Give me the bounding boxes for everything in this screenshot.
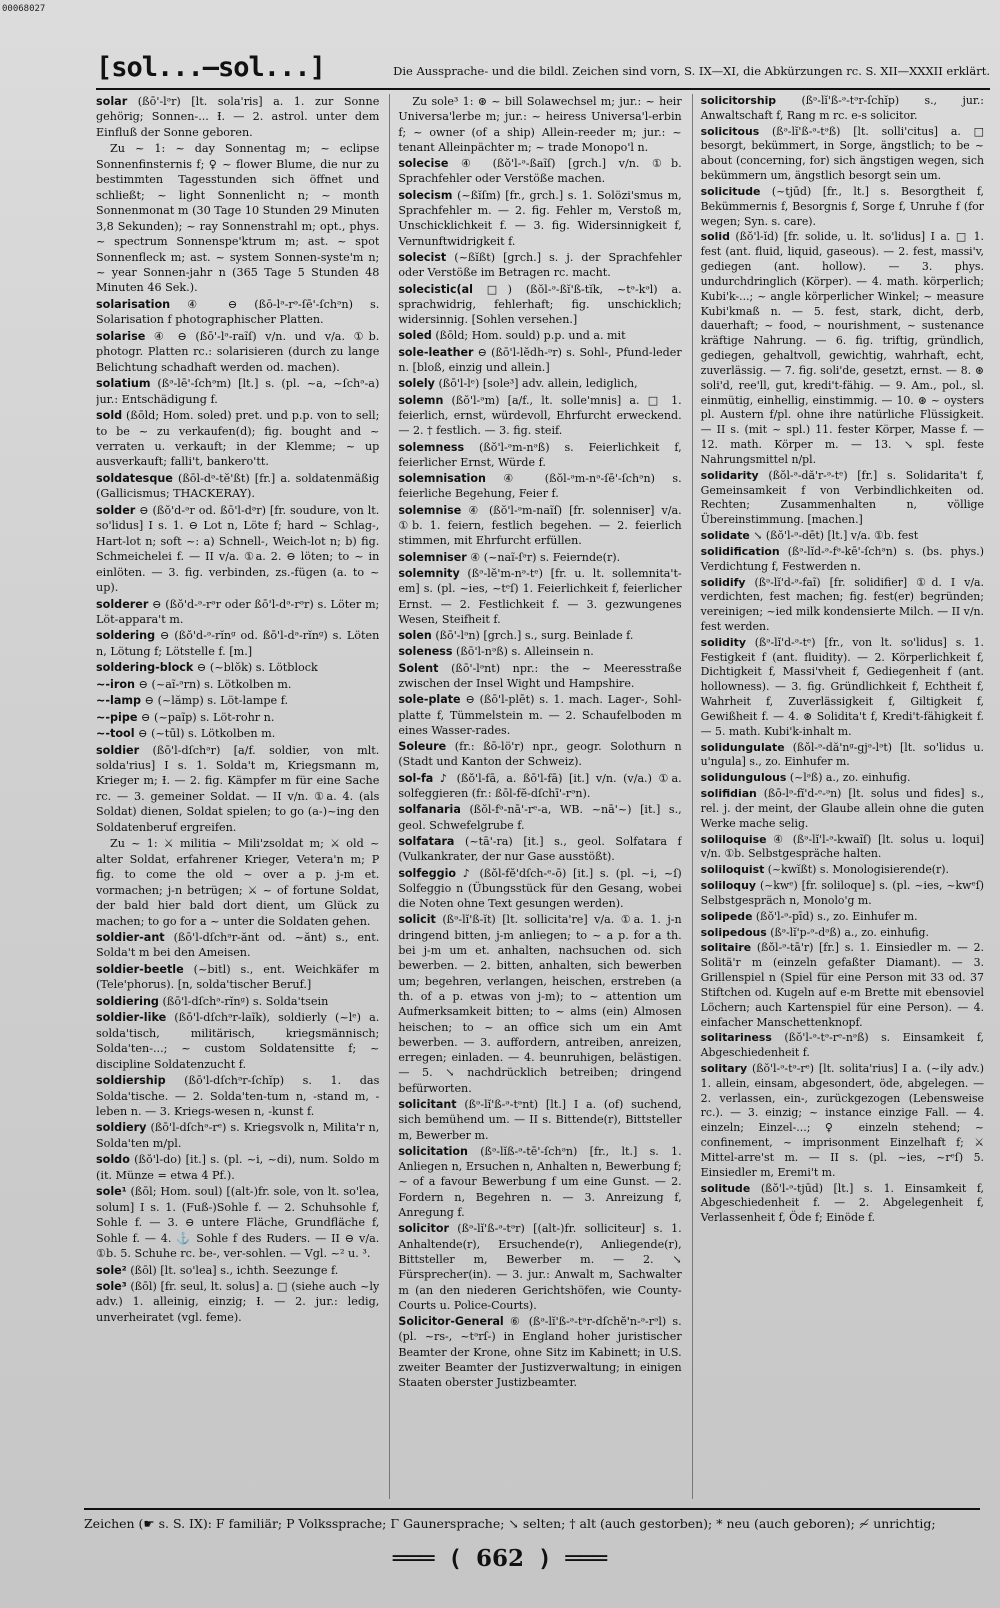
entry-headword: solatium <box>96 377 151 391</box>
entry-headword: soldier-beetle <box>96 962 184 976</box>
entry-headword: sole-plate <box>398 693 461 707</box>
dictionary-entry <box>701 185 984 229</box>
dictionary-entry <box>701 787 984 831</box>
entry-definition: (~tā'-ra) [it.] s., geol. Solfatara f (Vulkankrater, der nur Gase ausstößt). <box>398 834 682 864</box>
dictionary-entry <box>398 771 681 802</box>
entry-definition: (ßŏl-ᵊ-dă'nᵍ-gjᵊ-lᵊt) [lt. so'lidus u. u'ngula] s., zo. Einhufer m. <box>700 740 984 769</box>
entry-definition: Zu ~ 1: ~ day Sonnentag m; ~ eclipse Sonnenfinsternis f; ♀ ~ flower Blume, die nur zu bestimmten Tagesstunden sich öffnet und schließt; ~ light Sonnenlicht n; ~ month Sonnenmonat m (30 Tage 10 Stunden 29 Minuten 3,8 Sekunden); ~ ray Sonnenstrahl m; opt., phys. ~ spectrum Sonnenspe'ktrum m; ast. ~ spot Sonnenfleck m; ast. ~ system Sonnen-syste'm n; ~ year Sonnen-jahr n (365 Tage 5 Stunden 48 Minuten 46 Sek.). <box>96 142 380 295</box>
entry-definition: ⊖ (~tūl) s. Lötkolben m. <box>138 727 276 741</box>
dictionary-entry <box>96 471 379 502</box>
entry-definition: (ßō'l-dſchᵊ-rᵉ) s. Kriegsvolk n, Milita'r n, Solda'ten m/pl. <box>96 1121 380 1150</box>
entry-headword: solicitor <box>398 1222 449 1236</box>
dictionary-entry <box>701 941 984 1030</box>
dictionary-entry <box>701 1062 984 1181</box>
dictionary-entry <box>398 802 681 833</box>
entry-definition: (ßō'l-dſchᵊr) [a/f. soldier, von mlt. solda'rius] I s. 1. Solda't m, Kriegsmann m, Krieger m; Ɨ. — 2. fig. Kämpfer m für eine Sache rc. — 3. gemeiner Soldat. — II v/n. ①a. 4. (als Soldat) dienen, Soldat spielen; to go (a-)~ing den Soldatenberuf ergreifen. <box>96 743 380 834</box>
entry-headword: solidification <box>700 544 780 558</box>
entry-definition: (~kwᵉ) [fr. soliloque] s. (pl. ~ies, ~kwᵉſ) Selbstgespräch n, Monolo'g m. <box>700 879 984 907</box>
page-number: 662 <box>475 1545 524 1572</box>
page-number-block <box>0 1545 1000 1572</box>
guide-words: [sol...—sol...] <box>96 52 325 83</box>
entry-headword: soldier-like <box>96 1011 167 1025</box>
dictionary-entry <box>398 566 681 627</box>
entry-definition: ④ (~naĩ-ſᵊr) s. Feiernde(r). <box>470 550 621 564</box>
entry-definition: (ßŏl-fᵊ-nā'-rᵉ-a, WB. ~nā'~) [it.] s., geol. Schwefelgrube f. <box>398 803 682 832</box>
entry-definition: (ßō'l-lᵉ) [sole³] adv. allein, lediglich, <box>438 377 638 391</box>
dictionary-entry <box>701 230 984 467</box>
entry-definition: ⑥ (ßᵊ-lĭ'ß-ᵊ-tᵊr-dſchĕ'n-ᵊ-rᵊl) s. (pl. ~rs-, ~tᵊrſ-) in England hoher juristischer Beamter der Krone, ohne Sitz im Kabinett; in U.S. zweiter Beamter der Justizverwaltung; in einigen Staaten oberster Justizbeamter. <box>398 1315 682 1390</box>
dictionary-entry <box>701 879 984 909</box>
entry-definition: ⊖ (ßō'l-lĕdh-ᵊr) s. Sohl-, Pfund-leder n. [bloß, einzig und allein.] <box>398 345 682 375</box>
entry-headword: solemnise <box>398 503 462 517</box>
entry-headword: ~-iron <box>96 677 136 691</box>
page-number-rule-left: ═══ ( <box>392 1546 476 1572</box>
entry-definition: ♪ (ßŏl-fĕ'dſch-ᵉ-ō) [it.] s. (pl. ~i, ~ſ) Solfeggio n (Übungsstück für den Gesang, wobei die Noten ohne Text gesungen werden). <box>398 866 682 911</box>
entry-headword: solemnity <box>398 566 460 580</box>
entry-definition: (ßō-lᵊ-fĭ'd-ᵉ-ᵊn) [lt. solus und fides] s., rel. j. der meint, der Glaube allein ohne die guten Werke mache selig. <box>700 787 984 830</box>
dictionary-entry <box>398 692 681 738</box>
dictionary-entry <box>398 328 681 343</box>
entry-headword: solidungulate <box>700 740 785 754</box>
entry-headword: solfatara <box>398 834 455 848</box>
dictionary-entry <box>398 1221 681 1313</box>
entry-definition: (ßᵊ-lĭd-ᵊ-fᵊ-kē'-ſchᵊn) s. (bs. phys.) Verdichtung f, Festwerden n. <box>700 544 984 573</box>
entry-headword: solicitorship <box>700 94 777 107</box>
dictionary-entry <box>398 550 681 565</box>
entry-headword: solidity <box>700 635 746 649</box>
dictionary-entry <box>398 376 681 391</box>
entry-headword: solicit <box>398 913 436 927</box>
footer-signs-legend: Zeichen (☛ s. S. IX): F familiär; P Volkssprache; Γ Gaunersprache; ↘ selten; † alt (auch gestorben); * neu (auch geboren); ≁ unrichtig; <box>84 1516 936 1531</box>
entry-headword: ~-tool <box>96 727 135 741</box>
entry-headword: solfanaria <box>398 803 461 817</box>
entry-headword: Solent <box>398 661 439 675</box>
entry-definition: (~kwĭßt) s. Monologisierende(r). <box>767 863 949 877</box>
dictionary-entry <box>96 503 379 596</box>
entry-definition: (ßō'l-dſchᵊ-rĭnᵍ) s. Solda'tsein <box>162 994 329 1008</box>
dictionary-entry <box>398 1144 681 1220</box>
entry-definition: (ßᵊ-lē'-ſchᵊm) [lt.] s. (pl. ~a, ~ſchᵊ-a) jur.: Entschädigung f. <box>96 377 380 406</box>
entry-definition: ⊖ (ßŏ'd-ᵊr od. ßō'l-dᵊr) [fr. soudure, von lt. so'lidus] I s. 1. ⊖ Lot n, Löte f; hard ~ Schlag-, Hart-lot n; soft ~: a) Schnell-, Weich-lot n; b) fig. Schmeichelei f. — II v/a. ①a. 2. ⊖ löten; to ~ in einlöten. — 3. fig. verbinden, zs.-fügen (a. to ~ up). <box>96 503 380 595</box>
dictionary-entry <box>701 1182 984 1226</box>
entry-definition: (ßōl) [fr. seul, lt. solus] a. □ (siehe auch ~ly adv.) 1. alleinig, einzig; Ɨ. — 2. jur.: ledig, unverheiratet (vgl. feme). <box>96 1279 380 1324</box>
entry-definition: (ßōl) [lt. so'lea] s., ichth. Seezunge f. <box>130 1263 339 1277</box>
entry-headword: solemnisation <box>398 472 486 486</box>
entry-definition: (~ßĭßt) [grch.] s. j. der Sprachfehler oder Verstöße im Betragen rc. macht. <box>398 250 682 280</box>
dictionary-entry <box>398 250 681 281</box>
entry-definition: (ßō'l-dſchᵊr-ănt od. ~ănt) s., ent. Solda't m bei den Ameisen. <box>96 931 380 960</box>
entry-definition: (ßᵊ-lĭ'd-ᵊ-tᵉ) [fr., von lt. so'lidus] s. 1. Festigkeit f (ant. fluidity). — 2. Körperlichkeit f, Dichtigkeit f, Massi'vheit f, Gediegenheit f (ant. hollowness). — 3. fig. Gründlichkeit f, Echtheit f, Wahrheit f, Zuverlässigkeit f, Giltigkeit f, Gewißheit f. — 4. ⊛ Solidita't f, Kredi't-fähigkeit f. — 5. math. Kubi'k-inhalt m. <box>700 635 984 738</box>
entry-definition: (~tjūd) [fr., lt.] s. Besorgtheit f, Bekümmernis f, Besorgnis f, Sorge f, Unruhe f (for wegen; Syn. s. care). <box>700 184 984 228</box>
dictionary-entry <box>96 743 379 836</box>
entry-definition: (ßᵊ-lĭ'p-ᵊ-dᵊß) a., zo. einhufig. <box>770 925 929 939</box>
entry-definition: (ßō'-lᵊn) [grch.] s., surg. Beinlade f. <box>435 629 634 643</box>
entry-headword: soldier-ant <box>96 931 165 945</box>
entry-definition: (ßᵊ-lĭ'ß-ᵊ-tᵊr-ſchĭp) s., jur.: Anwaltschaft f, Rang m rc. e-s solicitor. <box>700 94 984 122</box>
dictionary-entry <box>96 408 379 470</box>
dictionary-entry <box>398 644 681 659</box>
scan-id: 00068027 <box>2 4 46 14</box>
entry-definition: (~lᵊß) a., zo. einhufig. <box>789 771 911 785</box>
dictionary-entry <box>398 1314 681 1390</box>
entry-definition: (~bitl) s., ent. Weichkäfer m (Tele'phorus). [n, solda'tischer Beruf.] <box>96 962 380 992</box>
dictionary-entry <box>398 661 681 692</box>
dictionary-entry <box>701 926 984 941</box>
entry-headword: soldering <box>96 629 156 643</box>
column-3 <box>692 94 984 1499</box>
entry-definition: (ßōld; Hom. soled) pret. und p.p. von to sell; to be ~ zu verkaufen(d); fig. bought and ~ verraten u. verkauft; in der Klemme; ~ up ausverkauft; falli't, bankero'tt. <box>96 409 380 469</box>
entry-headword: solidify <box>700 575 746 589</box>
dictionary-entry <box>398 866 681 912</box>
entry-headword: solitaire <box>700 941 752 955</box>
entry-headword: soliloquist <box>700 863 765 877</box>
entry-headword: soldiering <box>96 994 159 1008</box>
dictionary-entry <box>96 962 379 993</box>
entry-headword: solipedous <box>700 925 767 939</box>
dictionary-entry <box>398 94 681 155</box>
entry-headword: soleness <box>398 645 453 659</box>
entry-definition: ④ (ßŏ'l-ᵊ-ßaĩſ) [grch.] v/n. ①b. Sprachfehler oder Verstöße machen. <box>398 157 682 186</box>
entry-headword: soliloquise <box>700 832 767 846</box>
entry-definition: ⊖ (ßŏ'd-ᵊ-rᵊr oder ßō'l-dᵊ-rᵊr) s. Löter m; Löt-appara't m. <box>96 597 380 626</box>
entry-definition: ♪ (ßŏ'l-fā, a. ßō'l-fā) [it.] v/n. (v/a.) ①a. solfeggieren (fr.: ßōl-fĕ-dſchī'-rᵊn). <box>398 771 682 801</box>
entry-definition: □) (ßŏl-ᵊ-ßĭ'ß-tĭk, ~tᵊ-kᵊl) a. sprachwidrig, fehlerhaft; fig. unschicklich; widersinnig. [Sohlen versehen.] <box>398 282 682 327</box>
dictionary-entry <box>96 94 379 140</box>
entry-headword: solicitous <box>700 124 760 138</box>
entry-headword: soldiery <box>96 1121 147 1135</box>
entry-definition: ↘ (ßŏ'l-ᵊ-dēt) [lt.] v/a. ①b. fest <box>753 529 919 543</box>
entry-definition: ⊖ (~blŏk) s. Lötblock <box>196 661 318 675</box>
column-2 <box>389 94 681 1499</box>
dictionary-entry <box>398 393 681 439</box>
dictionary-entry <box>96 1120 379 1151</box>
dictionary-entry <box>96 836 379 929</box>
entry-headword: solderer <box>96 597 149 611</box>
entry-headword: soldier <box>96 743 140 757</box>
dictionary-entry <box>398 912 681 1096</box>
dictionary-entry <box>96 677 379 692</box>
dictionary-entry <box>701 94 984 124</box>
dictionary-entry <box>701 833 984 863</box>
dictionary-entry <box>398 1097 681 1143</box>
entry-definition: ④ ⊖ (ßō-lᵊ-rᵊ-ſē'-ſchᵊn) s. Solarisation f photographischer Platten. <box>96 297 380 327</box>
entry-headword: solecist <box>398 250 447 264</box>
entry-headword: ~-pipe <box>96 710 138 724</box>
entry-definition: (ßŏ'l-ᵊ-tᵊ-rᵉ-nᵊß) s. Einsamkeit f, Abgeschiedenheit f. <box>700 1031 984 1060</box>
entry-definition: (ßōl; Hom. soul) [(alt-)fr. sole, von lt. so'lea, solum] I s. 1. (Fuß-)Sohle f. — 2. Schuhsohle f, Sohle f. — 3. ⊖ untere Fläche, Grundfläche f, Sohle f. — 4. ⚓ Sohle f des Ruders. — II ⊖ v/a. ①b. 5. Schuhe rc. be-, ver-sohlen. — Vgl. ~² u. ³. <box>96 1185 380 1261</box>
entry-definition: (ßŏ'l-do) [it.] s. (pl. ~i, ~di), num. Soldo m (it. Münze = etwa 4 Pf.). <box>96 1153 380 1182</box>
entry-headword: sold <box>96 409 123 423</box>
entry-headword: soldiership <box>96 1074 166 1088</box>
entry-definition: ④ ⊖ (ßō'-lᵊ-raĩſ) v/n. und v/a. ①b. photogr. Platten rc.: solarisieren (durch zu lange Belichtung schadhaft werden od. machen). <box>96 329 380 374</box>
dictionary-entry <box>96 1263 379 1278</box>
column-1 <box>96 94 379 1499</box>
dictionary-entry <box>398 471 681 502</box>
entry-definition: (ßŏ'l-ĭd) [fr. solide, u. lt. so'lidus] I a. □ 1. fest (ant. fluid, liquid, gaseous). — 2. fest, massi'v, gediegen (ant. hollow). — 3. phys. undurchdringlich (Körper). — 4. math. körperlich; Kubi'k-...; ~ angle körperlicher Winkel; ~ measure Kubi'kmaß n. — 5. fest, stark, dicht, derb, dauerhaft; ~ food, ~ nourishment, ~ sustenance kräftige Nahrung. — 6. fig. triftig, gründlich, gediegen, gehaltvoll, gewichtig, wahrhaft, echt, zuverlässig. — 7. fig. soli'de, gesetzt, ernst. — 8. ⊛ soli'd, ree'll, gut, kredi't-fähig. — 9. Am., pol., sl. einmütig, einhellig, einstimmig. — 10. ⊛ ~ oysters pl. Austern f/pl. ohne ihre natürliche Flüssigkeit. — II s. (mit ~ spl.) 11. fester Körper, Masse f. — 12. math. Körper m. — 13. ↘ spl. feste Nahrungsmittel n/pl. <box>700 230 984 466</box>
entry-definition: ⊖ (ßŏ'd-ᵊ-rĭnᵍ od. ßō'l-dᵊ-rĭnᵍ) s. Löten n, Lötung f; Lötstelle f. [m.] <box>96 629 380 658</box>
entry-headword: solarise <box>96 329 146 343</box>
dictionary-entry <box>96 1152 379 1183</box>
entry-definition: (ßᵊ-lĭ'd-ᵊ-faĩ) [fr. solidifier] ①d. I v/a. verdichten, fest machen; fig. fest(er) begründen; vereinigen; ~ied milk kondensierte Milch. — II v/n. fest werden. <box>700 575 984 633</box>
dictionary-entry <box>96 376 379 407</box>
entry-definition: (ßᵊ-lĭß-ᵊ-tē'-ſchᵊn) [fr., lt.] s. 1. Anliegen n, Ersuchen n, Anhalten n, Bewerbung f; ~ of a favour Bewerbung f um eine Gunst. — 2. Fordern n, Begehren n. — 3. Anreizung f, Anregung f. <box>398 1144 682 1220</box>
dictionary-entry <box>96 1073 379 1119</box>
entry-definition: (ßŏ'l-ᵊ-tᵊ-rᵉ) [lt. solita'rius] I a. (~ily adv.) 1. allein, einsam, abgesondert, öde, abgelegen. — 2. verlassen, ein-, zurückgezogen (Lebensweise rc.). — 3. einzig; ~ instance einzige Fall. — 4. einzeln; Einzel-...; ♀ einzeln stehend; ~ confinement, ~ imprisonment Einzelhaft f; ⚔ Mittel-arre'st m. — II s. (pl. ~ies, ~rᵉſ) 5. Einsiedler m, Eremi't m. <box>700 1062 984 1179</box>
entry-headword: solder <box>96 503 136 517</box>
entry-definition: (ßŏ'l-ᵊm) [a/f., lt. solle'mnis] a. □ 1. feierlich, ernst, würdevoll, Ehrfurcht erweckend. — 2. † festlich. — 3. fig. steif. <box>398 393 682 438</box>
entry-headword: sole² <box>96 1263 127 1277</box>
dictionary-entry <box>701 529 984 544</box>
entry-headword: solid <box>700 230 730 244</box>
dictionary-entry <box>96 693 379 708</box>
dictionary-entry <box>96 297 379 328</box>
entry-headword: sole³ <box>96 1279 127 1293</box>
dictionary-entry <box>96 710 379 725</box>
entry-definition: (ßō'l-dſchᵊr-laĩk), soldierly (~lᵉ) a. solda'tisch, militärisch, kriegsmännisch; Solda'ten-...; ~ custom Soldatensitte f; ~ discipline Soldatenzucht f. <box>96 1011 380 1071</box>
entry-headword: soldo <box>96 1153 130 1167</box>
dictionary-entry <box>96 1279 379 1325</box>
page-header <box>96 52 990 90</box>
entry-definition: Zu sole³ 1: ⊛ ~ bill Solawechsel m; jur.: ~ heir Universa'lerbe m; jur.: ~ heiress Universa'l-erbin f; ~ owner (of a ship) Allein-reeder m; jur.: ~ tenant Alleinpächter m; ~ trade Monopo'l n. <box>398 95 682 154</box>
footer <box>84 1508 980 1538</box>
dictionary-entry <box>398 628 681 643</box>
dictionary-entry <box>96 994 379 1009</box>
entry-headword: soled <box>398 329 432 343</box>
entry-headword: solidate <box>700 529 750 543</box>
entry-definition: Zu ~ 1: ⚔ militia ~ Mili'zsoldat m; ⚔ old ~ alter Soldat, erfahrener Krieger, Vetera'n m; P fig. to come the old ~ over a p. j-m et. vormachen; j-n betrügen; ⚔ ~ of fortune Soldat, der bald hier bald dort dient, um Glück zu machen; to go for a ~ unter die Soldaten gehen. <box>96 837 380 928</box>
entry-definition: (ßᵊ-lĭ'ß-ĭt) [lt. sollicita're] v/a. ①a. 1. j-n dringend bitten, j-m anliegen; to ~ a p. for a th. bei j-m um et. anhalten, nachsuchen od. sich bewerben. — 2. bitten, anhalten, sich bewerben um; begehren, verlangen, heischen, erstreben (a th. of a p. etwas von j-m); to ~ attention um Aufmerksamkeit bitten; to ~ alms (ein) Almosen heischen; to ~ an office sich um ein Amt bewerben. — 3. auffordern, antreiben, anreizen, erregen; einladen. — 4. beunruhigen, belästigen. — 5. ↘ nachdrücklich betreiben; dringend befürworten. <box>398 913 682 1095</box>
dictionary-entry <box>398 156 681 187</box>
dictionary-entry <box>96 660 379 675</box>
entry-definition: (ßᵊ-lĕ'm-nᵊ-tᵉ) [fr. u. lt. sollemnita't-em] s. (pl. ~ies, ~tᵉſ) 1. Feierlichkeit f, feierlicher Ernst. — 2. Festlichkeit f. — 3. gezwungenes Wesen, Steifheit f. <box>398 566 682 626</box>
entry-headword: soldatesque <box>96 471 173 485</box>
entry-headword: sole¹ <box>96 1185 127 1199</box>
dictionary-entry <box>701 125 984 184</box>
dictionary-entry <box>96 1184 379 1261</box>
dictionary-entry <box>96 628 379 659</box>
dictionary-entry <box>96 141 379 296</box>
entry-definition: (ßŏ'l-ᵊ-tjūd) [lt.] s. 1. Einsamkeit f, Abgeschiedenheit f. — 2. Abgelegenheit f, Verlassenheit f, Öde f; Einöde f. <box>700 1181 984 1225</box>
entry-definition: (~ßĭſm) [fr., grch.] s. 1. Solözi'smus m, Sprachfehler m. — 2. fig. Fehler m, Verstoß m, Unschicklichkeit f. — 3. fig. Widersinnigkeit f, Vernunftwidrigkeit f. <box>398 188 682 248</box>
page-number-rule-right: ) ═══ <box>524 1546 608 1572</box>
dictionary-entry <box>96 597 379 628</box>
dictionary-entry <box>701 741 984 771</box>
entry-headword: solecistic(al <box>398 282 473 296</box>
dictionary-entry <box>701 636 984 740</box>
entry-headword: Solicitor-General <box>398 1315 504 1329</box>
entry-headword: solicitant <box>398 1098 457 1111</box>
dictionary-entry <box>96 930 379 961</box>
entry-headword: Soleure <box>398 740 447 754</box>
entry-definition: (ßᵊ-lĭ'ß-ᵊ-tᵊß) [lt. solli'citus] a. □ besorgt, bekümmert, in Sorge, ängstlich; to be ~ about (concerning, for) sich ängstigen wegen, sich bekümmern um, ängstlich besorgt sein um. <box>700 124 984 183</box>
dictionary-entry <box>96 726 379 741</box>
entry-definition: ⊖ (~paĩp) s. Löt-rohr n. <box>141 710 275 724</box>
entry-definition: (ßō'l-nᵊß) s. Alleinsein n. <box>456 645 594 659</box>
dictionary-entry <box>701 910 984 925</box>
entry-headword: solar <box>96 95 128 108</box>
entry-columns <box>96 94 984 1499</box>
entry-definition: (ßᵊ-lĭ'ß-ᵊ-tᵊr) [(alt-)fr. solliciteur] s. 1. Anhaltende(r), Ersuchende(r), Anliegende(r), Bittsteller m, Bewerber m. — 2. ↘ Fürsprecher(in). — 3. jur.: Anwalt m, Sachwalter m (an den niederen Gerichtshöfen, wie County-Courts u. Police-Courts). <box>398 1222 682 1312</box>
entry-definition: ⊖ (ßō'l-plēt) s. 1. mach. Lager-, Sohl-platte f, Tümmelstein m. — 2. Schaufelboden m eines Wasser-rades. <box>398 693 682 737</box>
dictionary-entry <box>701 1031 984 1061</box>
dictionary-entry <box>398 834 681 865</box>
entry-definition: (ßōl-dᵊ-tĕ'ßt) [fr.] a. soldatenmäßig (Gallicismus; THACKERAY). <box>96 471 380 501</box>
entry-headword: sole-leather <box>398 345 474 359</box>
entry-headword: solecism <box>398 188 453 202</box>
dictionary-entry <box>701 863 984 878</box>
entry-headword: solemniser <box>398 550 467 564</box>
entry-headword: solitary <box>700 1062 748 1075</box>
dictionary-entry <box>398 282 681 328</box>
entry-definition: ④ (ßŏ'l-ᵊm-naĩſ) [fr. solenniser] v/a. ①b. 1. feiern, festlich begehen. — 2. feierlich stimmen, mit Ehrfurcht erfüllen. <box>398 503 682 548</box>
entry-definition: (ßŏl-ᵊ-dă'r-ᵊ-tᵉ) [fr.] s. Solidarita't f, Gemeinsamkeit f von Verbindlichkeiten od. Rechten; Zusammenhalten n, völlige Übereinstimmung. [machen.] <box>700 468 984 527</box>
entry-headword: solicitude <box>700 184 761 198</box>
entry-definition: ④ (ßŏl-ᵊm-nᵊ-ſē'-ſchᵊn) s. feierliche Begehung, Feier f. <box>398 472 682 501</box>
dictionary-entry <box>701 469 984 528</box>
dictionary-entry <box>701 771 984 786</box>
dictionary-entry <box>398 739 681 770</box>
dictionary-entry <box>398 345 681 376</box>
entry-headword: soliloquy <box>700 879 756 893</box>
entry-definition: (fr.: ßō-lö'r) npr., geogr. Solothurn n (Stadt und Kanton der Schweiz). <box>398 740 682 769</box>
entry-definition: (ßŏ'l-ᵊm-nᵊß) s. Feierlichkeit f, feierlicher Ernst, Würde f. <box>398 440 682 469</box>
dictionary-entry <box>701 545 984 575</box>
entry-headword: solifidian <box>700 787 757 801</box>
dictionary-entry <box>96 1010 379 1072</box>
entry-headword: sol-fa <box>398 771 434 785</box>
dictionary-entry <box>398 440 681 471</box>
entry-headword: solely <box>398 377 435 391</box>
entry-headword: solicitation <box>398 1144 468 1158</box>
entry-headword: solitude <box>700 1181 751 1195</box>
dictionary-entry <box>96 329 379 375</box>
entry-headword: soldering-block <box>96 661 194 675</box>
entry-headword: solemn <box>398 393 444 407</box>
dictionary-entry <box>398 188 681 249</box>
entry-definition: (ßŏl-ᵊ-tā'r) [fr.] s. 1. Einsiedler m. — 2. Solitä'r m (einzeln gefaßter Diamant). — 3. Grillenspiel n (Spiel für eine Person mit 33 od. 37 Stiftchen od. Kugeln auf e-m Brette mit ebensoviel Löchern; auch Kartenspiel für eine Person). — 4. einfacher Manschettenknopf. <box>700 941 984 1029</box>
dictionary-entry <box>701 576 984 635</box>
entry-definition: ⊖ (~lămp) s. Löt-lampe f. <box>144 694 289 708</box>
entry-headword: solen <box>398 629 432 643</box>
entry-headword: solemness <box>398 440 465 454</box>
entry-headword: solarisation <box>96 297 171 311</box>
entry-definition: ⊖ (~aĩ-ᵊrn) s. Lötkolben m. <box>138 677 292 691</box>
entry-definition: (ßᵊ-lĭ'ß-ᵊ-tᵊnt) [lt.] I a. (of) suchend, sich bemühend um. — II s. Bittende(r), Bittsteller m, Bewerber m. <box>398 1098 682 1142</box>
entry-definition: (ßō'-lᵊnt) npr.: the ~ Meeresstraße zwischen der Insel Wight und Hampshire. <box>398 661 682 690</box>
entry-headword: solecise <box>398 157 449 171</box>
dictionary-entry <box>398 503 681 549</box>
entry-headword: solipede <box>700 909 753 923</box>
entry-definition: (ßŏ'l-ᵊ-pīd) s., zo. Einhufer m. <box>755 909 918 923</box>
entry-definition: ④ (ßᵊ-lĭ'l-ᵊ-kwaĩſ) [lt. solus u. loqui] v/n. ①b. Selbstgespräche halten. <box>700 832 984 861</box>
header-note: Die Aussprache- und die bildl. Zeichen sind vorn, S. IX—XI, die Abkürzungen rc. S. XII—XXXII erklärt. <box>393 64 990 78</box>
entry-headword: solidarity <box>700 468 759 482</box>
entry-definition: (ßō'-lᵊr) [lt. sola'ris] a. 1. zur Sonne gehörig; Sonnen-... Ɨ. — 2. astrol. unter dem Einfluß der Sonne geboren. <box>96 95 380 139</box>
entry-definition: (ßōld; Hom. sould) p.p. und a. mit <box>435 329 626 343</box>
entry-headword: solidungulous <box>700 771 787 785</box>
entry-headword: ~-lamp <box>96 694 142 708</box>
entry-headword: solitariness <box>700 1031 772 1045</box>
entry-headword: solfeggio <box>398 866 457 880</box>
entry-definition: (ßō'l-dſchᵊr-ſchĭp) s. 1. das Solda'tische. — 2. Solda'ten-tum n, -stand m, -leben n. — 3. Kriegs-wesen n, -kunst f. <box>96 1074 380 1118</box>
